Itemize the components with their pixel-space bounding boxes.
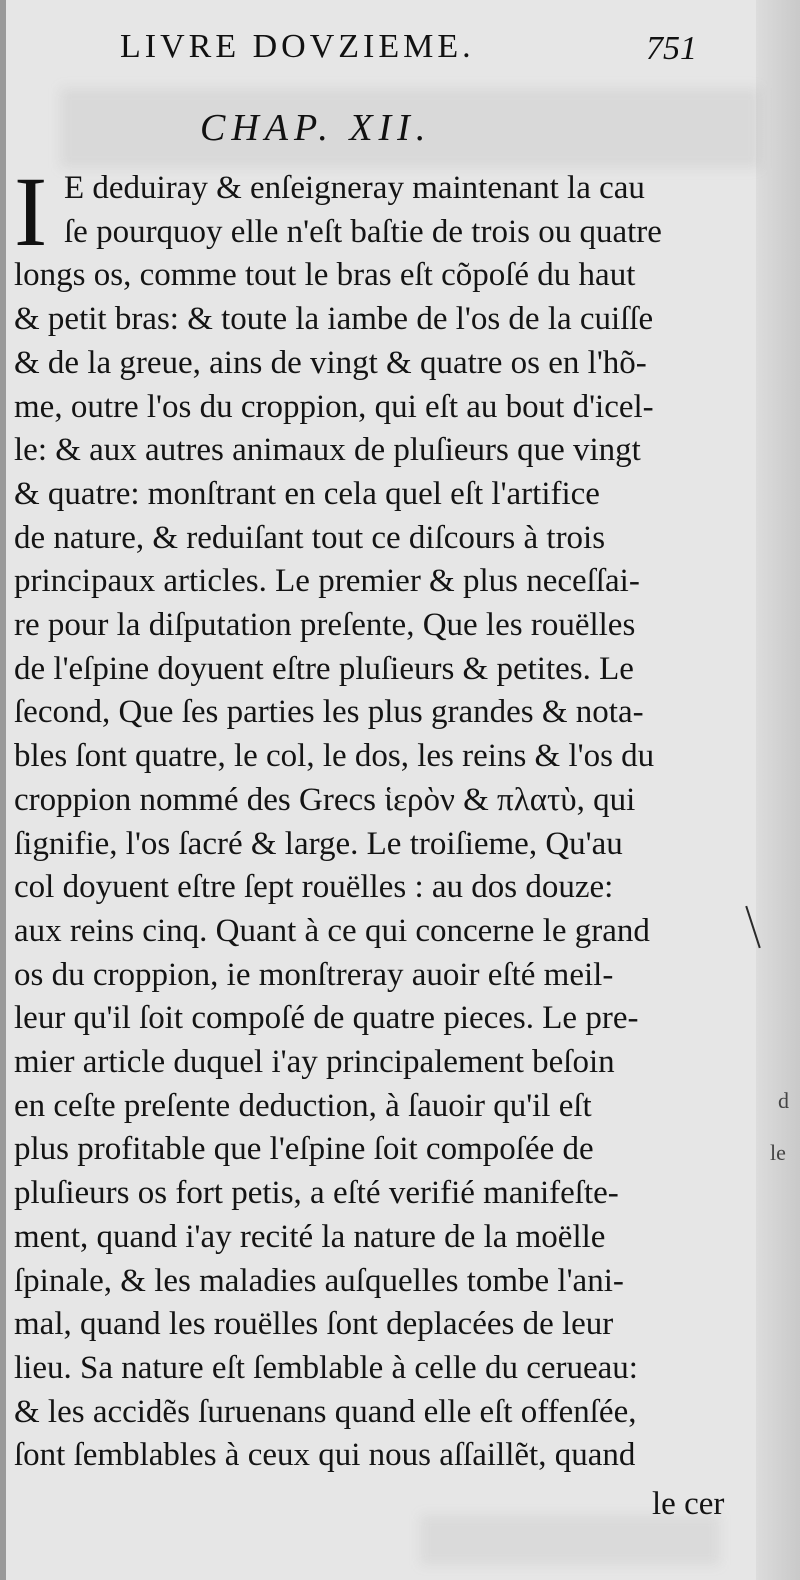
text-line: os du croppion, ie monſtreray auoir eſté meil- bbox=[14, 956, 614, 993]
text-line: & les accidẽs ſuruenans quand elle eſt offenſée, bbox=[14, 1393, 637, 1430]
text-line: lieu. Sa nature eſt ſemblable à celle du cerueau: bbox=[14, 1349, 638, 1386]
drop-cap: I bbox=[14, 156, 48, 267]
margin-note: d bbox=[778, 1088, 789, 1113]
text-line: col doyuent eſtre ſept rouëlles : au dos douze: bbox=[14, 869, 614, 906]
text-line: ſont ſemblables à ceux qui nous aſſaillẽt, quand bbox=[14, 1437, 636, 1474]
running-title: LIVRE DOVZIEME. bbox=[120, 28, 475, 65]
text-line: le: & aux autres animaux de pluſieurs que vingt bbox=[14, 432, 641, 469]
text-line: pluſieurs os fort petis, a eſté verifié manifeſte- bbox=[14, 1175, 619, 1212]
text-line: en ceſte preſente deduction, à ſauoir qu'il eſt bbox=[14, 1087, 592, 1124]
page-left-edge bbox=[0, 0, 6, 1580]
text-line: & de la greue, ains de vingt & quatre os en l'hõ- bbox=[14, 344, 647, 381]
text-line: & petit bras: & toute la iambe de l'os de la cuiſſe bbox=[14, 301, 654, 338]
text-line: longs os, comme tout le bras eſt cõpoſé du haut bbox=[14, 257, 636, 294]
text-line: aux reins cinq. Quant à ce qui concerne le grand bbox=[14, 912, 650, 949]
text-line: & quatre: monſtrant en cela quel eſt l'artifice bbox=[14, 475, 600, 512]
text-line: E deduiray & enſeigneray maintenant la cau bbox=[64, 170, 645, 206]
text-line: ſe pourquoy elle n'eſt baſtie de trois ou quatre bbox=[64, 213, 662, 250]
text-line: mal, quand les rouëlles ſont deplacées de leur bbox=[14, 1306, 614, 1343]
page-number: 751 bbox=[646, 30, 697, 67]
text-line: plus profitable que l'eſpine ſoit compoſée de bbox=[14, 1131, 594, 1168]
chapter-title: CHAP. XII. bbox=[200, 107, 432, 149]
text-line: principaux articles. Le premier & plus neceſſai- bbox=[14, 563, 640, 600]
catchword: le cer bbox=[652, 1486, 725, 1522]
text-line: re pour la diſputation preſente, Que les rouëlles bbox=[14, 607, 636, 643]
text-line: bles ſont quatre, le col, le dos, les reins & l'os du bbox=[14, 738, 655, 775]
text-line: de l'eſpine doyuent eſtre pluſieurs & petites. Le bbox=[14, 650, 634, 687]
text-line: ſpinale, & les maladies auſquelles tombe l'ani- bbox=[14, 1262, 624, 1299]
text-line: leur qu'il ſoit compoſé de quatre pieces. Le pre- bbox=[14, 1000, 639, 1037]
text-line: me, outre l'os du croppion, qui eſt au bout d'icel- bbox=[14, 388, 654, 425]
text-line: ſignifie, l'os ſacré & large. Le troiſieme, Qu'au bbox=[14, 825, 623, 862]
text-line: ſecond, Que ſes parties les plus grandes & nota- bbox=[14, 694, 644, 731]
text-line: croppion nommé des Grecs ἱερὸν & πλατὺ, qui bbox=[14, 781, 636, 818]
text-line: de nature, & reduiſant tout ce diſcours à trois bbox=[14, 519, 606, 556]
text-line: ment, quand i'ay recité la nature de la moëlle bbox=[14, 1218, 606, 1255]
margin-note: le bbox=[770, 1140, 786, 1165]
page-right-edge bbox=[756, 0, 800, 1580]
text-line: mier article duquel i'ay principalement beſoin bbox=[14, 1044, 615, 1080]
